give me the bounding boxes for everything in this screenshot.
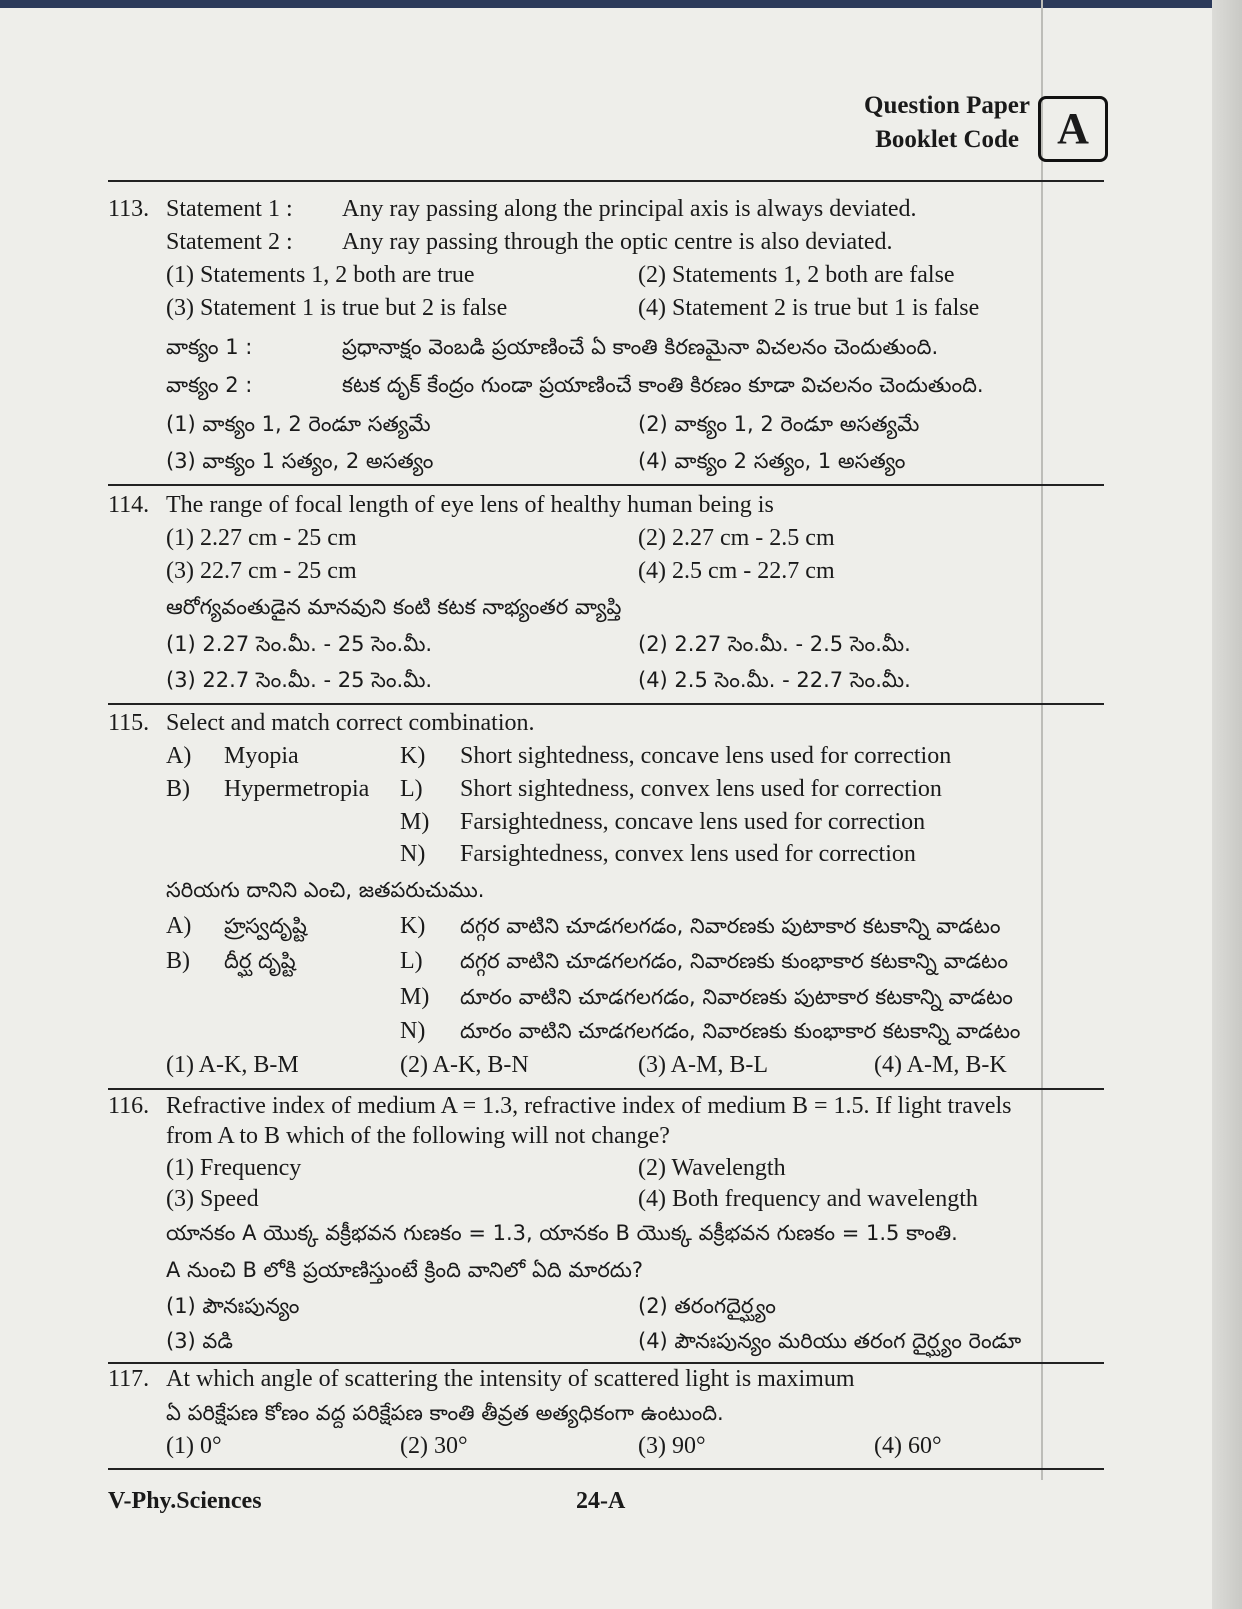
divider xyxy=(108,1088,1104,1090)
q115-te-n-key: N) xyxy=(400,1018,426,1044)
divider xyxy=(108,703,1104,705)
q115-te-m-key: M) xyxy=(400,984,430,1010)
q114-opt3: (3) 22.7 cm - 25 cm xyxy=(166,558,357,584)
divider xyxy=(108,484,1104,486)
q116-opt4: (4) Both frequency and wavelength xyxy=(638,1186,978,1212)
q115-a-key: A) xyxy=(166,743,192,769)
q115-te-k-key: K) xyxy=(400,913,426,939)
footer-page: 24-A xyxy=(576,1488,626,1514)
q115-te-a-key: A) xyxy=(166,913,192,939)
q114-te-question: ఆరోగ్యవంతుడైన మానవుని కంటి కటక నాభ్యంతర వ్యాప్తి xyxy=(166,595,622,619)
q113-te-s2-label: వాక్యం 2 : xyxy=(166,373,253,397)
q117-te-question: ఏ పరిక్షేపణ కోణం వద్ద పరిక్షేపణ కాంతి తీవ్రత అత్యధికంగా ఉంటుంది. xyxy=(166,1401,724,1425)
q116-te-opt3: (3) వడి xyxy=(166,1329,233,1353)
q114-te-opt3: (3) 22.7 సెం.మీ. - 25 సెం.మీ. xyxy=(166,668,433,692)
q117-opt4: (4) 60° xyxy=(874,1433,942,1459)
booklet-code-box: A xyxy=(1038,96,1108,162)
q115-te-k-text: దగ్గర వాటిని చూడగలగడం, నివారణకు పుటాకార కటకాన్ని వాడటం xyxy=(460,914,1001,938)
q117-number: 117. xyxy=(108,1366,150,1392)
q113-te-s1-label: వాక్యం 1 : xyxy=(166,335,253,359)
q116-te-question-line1: యానకం A యొక్క వక్రీభవన గుణకం = 1.3, యానకం B యొక్క వక్రీభవన గుణకం = 1.5 కాంతి. xyxy=(166,1221,958,1245)
q116-number: 116. xyxy=(108,1093,150,1119)
divider xyxy=(108,1468,1104,1470)
q113-opt1: (1) Statements 1, 2 both are true xyxy=(166,262,475,288)
q115-opt2: (2) A-K, B-N xyxy=(400,1052,529,1078)
q115-te-l-text: దగ్గర వాటిని చూడగలగడం, నివారణకు కుంభాకార కటకాన్ని వాడటం xyxy=(460,949,1008,973)
q114-te-opt4: (4) 2.5 సెం.మీ. - 22.7 సెం.మీ. xyxy=(638,668,911,692)
q114-number: 114. xyxy=(108,492,150,518)
q115-te-question: సరియగు దానిని ఎంచి, జతపరుచుము. xyxy=(166,878,485,902)
q115-k-key: K) xyxy=(400,743,426,769)
q115-opt3: (3) A-M, B-L xyxy=(638,1052,768,1078)
q115-k-text: Short sightedness, concave lens used for correction xyxy=(460,743,952,769)
q114-opt2: (2) 2.27 cm - 2.5 cm xyxy=(638,525,835,551)
q115-m-key: M) xyxy=(400,809,430,835)
q113-s1-label: Statement 1 : xyxy=(166,196,293,222)
q115-te-l-key: L) xyxy=(400,948,423,974)
q116-te-opt1: (1) పౌనఃపున్యం xyxy=(166,1294,300,1318)
q113-s2-label: Statement 2 : xyxy=(166,229,293,255)
scan-top-band xyxy=(0,0,1242,8)
q116-opt2: (2) Wavelength xyxy=(638,1155,786,1181)
q113-te-opt2: (2) వాక్యం 1, 2 రెండూ అసత్యమే xyxy=(638,412,920,436)
paper-edge xyxy=(1212,0,1242,1609)
q113-number: 113. xyxy=(108,196,150,222)
divider xyxy=(108,1362,1104,1364)
q117-opt1: (1) 0° xyxy=(166,1433,222,1459)
q117-opt3: (3) 90° xyxy=(638,1433,706,1459)
divider xyxy=(108,180,1104,182)
q115-b-key: B) xyxy=(166,776,190,802)
q113-s2-text: Any ray passing through the optic centre is also deviated. xyxy=(342,229,893,255)
q115-te-m-text: దూరం వాటిని చూడగలగడం, నివారణకు పుటాకార కటకాన్ని వాడటం xyxy=(460,985,1013,1009)
q113-te-opt1: (1) వాక్యం 1, 2 రెండూ సత్యమే xyxy=(166,412,431,436)
q113-te-opt3: (3) వాక్యం 1 సత్యం, 2 అసత్యం xyxy=(166,449,434,473)
q113-opt4: (4) Statement 2 is true but 1 is false xyxy=(638,295,980,321)
q115-te-b-key: B) xyxy=(166,948,190,974)
q115-opt4: (4) A-M, B-K xyxy=(874,1052,1007,1078)
q115-m-text: Farsightedness, concave lens used for correction xyxy=(460,809,926,835)
q113-te-s1-text: ప్రధానాక్షం వెంబడి ప్రయాణించే ఏ కాంతి కిరణమైనా విచలనం చెందుతుంది. xyxy=(342,335,939,359)
q113-s1-text: Any ray passing along the principal axis is always deviated. xyxy=(342,196,917,222)
q115-a-text: Myopia xyxy=(224,743,299,769)
q116-opt3: (3) Speed xyxy=(166,1186,259,1212)
q116-question-line2: from A to B which of the following will not change? xyxy=(166,1123,670,1149)
q115-question: Select and match correct combination. xyxy=(166,710,535,736)
q115-n-text: Farsightedness, convex lens used for correction xyxy=(460,841,916,867)
q113-opt3: (3) Statement 1 is true but 2 is false xyxy=(166,295,508,321)
q116-te-opt2: (2) తరంగదైర్ఘ్యం xyxy=(638,1294,776,1318)
q115-te-n-text: దూరం వాటిని చూడగలగడం, నివారణకు కుంభాకార కటకాన్ని వాడటం xyxy=(460,1019,1021,1043)
q115-number: 115. xyxy=(108,710,150,736)
q117-question: At which angle of scattering the intensity of scattered light is maximum xyxy=(166,1366,855,1392)
footer-subject: V-Phy.Sciences xyxy=(108,1488,262,1514)
q115-te-b-text: దీర్ఘ దృష్టి xyxy=(224,949,296,973)
paper-fold xyxy=(1041,0,1043,1480)
q114-opt4: (4) 2.5 cm - 22.7 cm xyxy=(638,558,835,584)
q113-opt2: (2) Statements 1, 2 both are false xyxy=(638,262,955,288)
q115-l-key: L) xyxy=(400,776,423,802)
q114-te-opt1: (1) 2.27 సెం.మీ. - 25 సెం.మీ. xyxy=(166,632,433,656)
q116-te-question-line2: A నుంచి B లోకి ప్రయాణిస్తుంటే క్రింది వానిలో ఏది మారదు? xyxy=(166,1258,644,1282)
q115-n-key: N) xyxy=(400,841,426,867)
q115-opt1: (1) A-K, B-M xyxy=(166,1052,299,1078)
q116-opt1: (1) Frequency xyxy=(166,1155,302,1181)
q114-te-opt2: (2) 2.27 సెం.మీ. - 2.5 సెం.మీ. xyxy=(638,632,911,656)
q115-b-text: Hypermetropia xyxy=(224,776,370,802)
q114-question: The range of focal length of eye lens of healthy human being is xyxy=(166,492,774,518)
header-line-1: Question Paper xyxy=(864,92,1030,119)
q116-question-line1: Refractive index of medium A = 1.3, refractive index of medium B = 1.5. If light travels xyxy=(166,1093,1012,1119)
q115-l-text: Short sightedness, convex lens used for correction xyxy=(460,776,942,802)
q115-te-a-text: హ్రస్వదృష్టి xyxy=(224,914,307,938)
q114-opt1: (1) 2.27 cm - 25 cm xyxy=(166,525,357,551)
q113-te-opt4: (4) వాక్యం 2 సత్యం, 1 అసత్యం xyxy=(638,449,906,473)
q113-te-s2-text: కటక దృక్ కేంద్రం గుండా ప్రయాణించే కాంతి కిరణం కూడా విచలనం చెందుతుంది. xyxy=(342,373,984,397)
header-line-2: Booklet Code xyxy=(875,126,1019,153)
q117-opt2: (2) 30° xyxy=(400,1433,468,1459)
q116-te-opt4: (4) పౌనఃపున్యం మరియు తరంగ దైర్ఘ్యం రెండూ xyxy=(638,1329,1022,1353)
